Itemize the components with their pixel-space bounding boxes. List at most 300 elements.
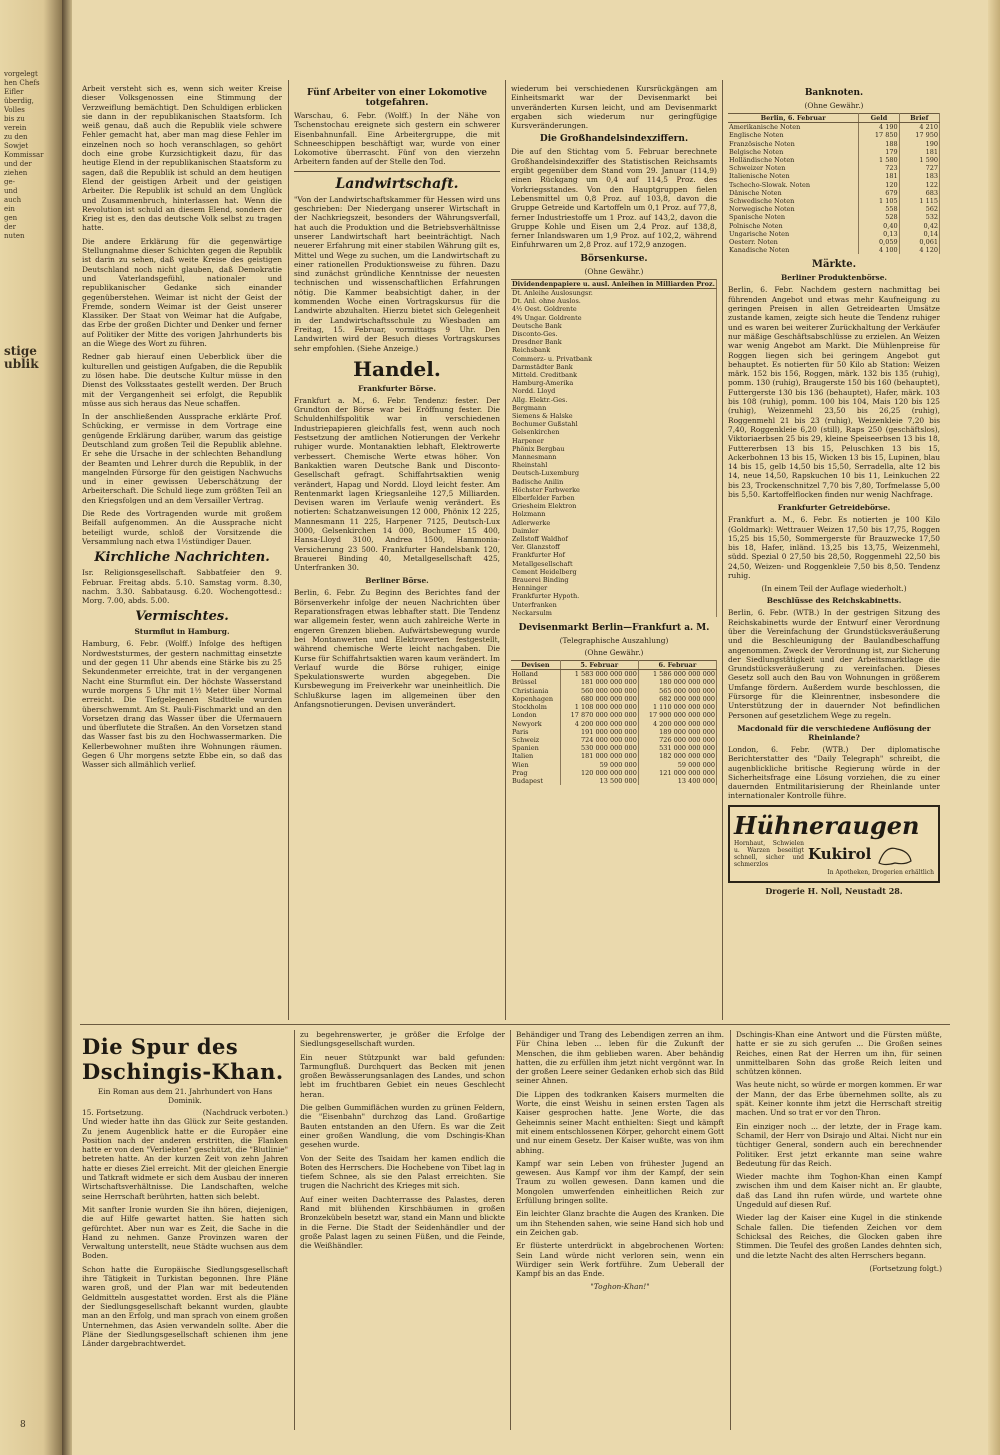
serial-title: Die Spur des Dschingis-Khan.: [82, 1034, 284, 1084]
accident-heading: Fünf Arbeiter von einer Lokomotive totgefahren.: [306, 88, 488, 108]
table-cell: 724 000 000 000: [560, 736, 638, 744]
table-cell: [716, 412, 717, 420]
accident-text: Warschau, 6. Febr. (Wolff.) In der Nähe von Tschenstochau ereignete sich gestern ein schwerer Eisenbahnunfall. Eine Arbeitergruppe, die mit Schneeschippen beschäftigt war, wurde von einer Lokomotive überrascht. Fünf von den vierzehn Arbeitern fanden auf der Stelle den Tod.: [294, 111, 500, 167]
stock-table-row: [511, 338, 717, 346]
banknote-table-row: [728, 222, 940, 230]
margin-fragment: verein: [4, 124, 27, 132]
table-cell: 17 870 000 000 000: [560, 711, 638, 719]
table-cell: 182 000 000 000: [638, 752, 716, 760]
table-cell: Dänische Noten: [728, 189, 859, 197]
foot-icon: [875, 841, 915, 867]
table-cell: Deutsch-Luxemburg: [511, 469, 716, 477]
table-cell: 680 000 000 000: [560, 695, 638, 703]
table-cell: 1 110 000 000 000: [638, 703, 716, 711]
table-cell: [716, 396, 717, 404]
table-cell: Badische Anilin: [511, 478, 716, 486]
table-cell: Schweizer Noten: [728, 164, 859, 172]
table-cell: [716, 592, 717, 600]
table-cell: Holländische Noten: [728, 156, 859, 164]
stock-table-row: [511, 535, 717, 543]
banknote-table-row: [728, 164, 940, 172]
stock-table-header: Dividendenpapiere u. ausl. Anleihen in Milliarden Proz.: [512, 279, 715, 288]
table-cell: Bergmann: [511, 404, 716, 412]
table-cell: Englische Noten: [728, 131, 859, 139]
table-cell: [716, 288, 717, 297]
margin-fragment: auch: [4, 196, 22, 204]
currency-table-row: [511, 711, 717, 719]
stock-table-row: [511, 519, 717, 527]
table-cell: 1 583 000 000 000: [560, 670, 638, 679]
banknotes-note: (Ohne Gewähr.): [804, 101, 864, 110]
column-2: [294, 84, 500, 1020]
currency-table-row: [511, 678, 717, 686]
stock-table-row: [511, 502, 717, 510]
serial-paragraph: Die gelben Gummiflächen wurden zu grünen Feldern, die "Eisenbahn" durchzog das Land. Großartige Bauten entstanden an den Ufern. Es war die Zeit einer großen Wandlung, die vom Dschingis-Khan gesehen wurde.: [300, 1103, 505, 1150]
stock-table-row: [511, 609, 717, 617]
table-cell: [716, 576, 717, 584]
wholesale-index-heading: Die Großhandelsindexziffern.: [539, 134, 689, 145]
serial-paragraph: Ein leichter Glanz brachte die Augen des Kranken. Die um ihn Stehenden sahen, wie seine Hand sich hob und ein Zeichen gab.: [516, 1209, 724, 1237]
table-cell: Holzmann: [511, 510, 716, 518]
table-cell: 181 000 000 000: [560, 752, 638, 760]
table-cell: Amerikanische Noten: [728, 123, 859, 132]
table-cell: [716, 502, 717, 510]
table-cell: Wien: [511, 761, 560, 769]
serial-paragraph: zu begehrenswerter, je größer die Erfolge der Siedlungsgesellschaft wurden.: [300, 1030, 505, 1049]
margin-fragment: und: [4, 187, 18, 195]
table-cell: [716, 494, 717, 502]
table-cell: Adlerwerke: [511, 519, 716, 527]
table-cell: [716, 420, 717, 428]
stock-table-row: [511, 437, 717, 445]
serial-paragraph: Er flüsterte unterdrückt in abgebrochenen Worten: Sein Land würde nicht verloren sein, wenn ein Würdiger sein Werk fortführe. Zum Ueberall der Kampf bis an das Ende.: [516, 1241, 724, 1279]
table-cell: Budapest: [511, 777, 560, 785]
table-cell: [716, 338, 717, 346]
table-cell: Französische Noten: [728, 140, 859, 148]
table-cell: 0,059: [859, 238, 899, 246]
table-cell: 562: [899, 205, 939, 213]
left-margin-heading: stige ublik: [4, 345, 39, 371]
table-cell: Newyork: [511, 720, 560, 728]
agriculture-text: "Von der Landwirtschaftskammer für Hessen wird uns geschrieben: Der Niedergang unserer Wirtschaft in der Nachkriegszeit, besonders der Währungsverfall, hat auch die Produktion und die Betriebsverhältnisse unserer Landwirtschaft hart beeinträchtigt. Nach neuerer Erfahrung mit einer stabilen Währung gilt es, Mittel und Wege zu suchen, um die Landwirtschaft zu einer rationellen Produktionsweise zu führen. Dazu sind zunächst gründliche Kenntnisse der neuesten technischen und wissenschaftlichen Erfahrungen nötig. Die Kammer beabsichtigt daher, in der kommenden Woche einen Vortragskursus für die Landwirte abzuhalten. Hierzu bietet sich Gelegenheit in der Landwirtschaftsschule zu Wiesbaden am Freitag, 15. Februar, vormittags 9 Uhr. Den Landwirten wird der Besuch dieses Vortragskurses sehr empfohlen. (Siehe Anzeige.): [294, 194, 500, 353]
table-cell: [716, 445, 717, 453]
table-cell: 679: [859, 189, 899, 197]
serial-subtitle: Ein Roman aus dem 21. Jahrhundert von Hans Dominik.: [97, 1087, 273, 1105]
currency-table-row: [511, 670, 717, 679]
table-cell: 121 000 000 000: [638, 769, 716, 777]
currency-table-row: [511, 687, 717, 695]
ad-availability: In Apotheken, Drogerien erhältlich: [827, 868, 934, 876]
table-cell: Zellstoff Waldhof: [511, 535, 716, 543]
table-cell: Italien: [511, 752, 560, 760]
table-cell: Phönix Bergbau: [511, 445, 716, 453]
table-cell: [716, 437, 717, 445]
table-cell: London: [511, 711, 560, 719]
table-cell: 13 500 000: [560, 777, 638, 785]
table-cell: [716, 560, 717, 568]
banknote-table-row: [728, 131, 940, 139]
table-cell: 120: [859, 181, 899, 189]
serial-installment: 15. Fortsetzung.: [82, 1108, 144, 1117]
stock-table-row: [511, 371, 717, 379]
stock-prices-table: [511, 279, 717, 617]
stock-table-row: [511, 305, 717, 313]
table-cell: [716, 609, 717, 617]
table-cell: 4 200 000 000 000: [560, 720, 638, 728]
stock-prices-note: (Ohne Gewähr.): [584, 266, 644, 276]
table-cell: Dresdner Bank: [511, 338, 716, 346]
banknote-table-header: Geld: [859, 114, 899, 123]
table-cell: Ungarische Noten: [728, 230, 859, 238]
table-cell: 13 400 000: [638, 777, 716, 785]
table-cell: 17 950: [899, 131, 939, 139]
table-cell: Frankfurter Hypoth.: [511, 592, 716, 600]
serial-column-3: [516, 1030, 724, 1430]
stock-table-row: [511, 346, 717, 354]
table-cell: Frankfurter Hof: [511, 551, 716, 559]
table-cell: [716, 519, 717, 527]
banknote-table-row: [728, 148, 940, 156]
frankfurt-exchange-subheading: Frankfurter Börse.: [358, 383, 436, 393]
stock-table-row: [511, 461, 717, 469]
trade-heading: Handel.: [353, 356, 441, 381]
banknote-table-row: [728, 140, 940, 148]
currency-market-note: (Ohne Gewähr.): [584, 648, 644, 658]
table-cell: Brüssel: [511, 678, 560, 686]
table-cell: [716, 543, 717, 551]
table-cell: 530 000 000 000: [560, 744, 638, 752]
banknote-table-row: [728, 246, 940, 254]
edition-note: (In einem Teil der Auflage wiederholt.): [761, 584, 907, 594]
storm-flood-text: Hamburg, 6. Febr. (Wolff.) Infolge des heftigen Nordweststurmes, der gestern nachmittag einsetzte und der gegen 11 Uhr abends eine Stärke bis zu 25 Sekundenmeter erreichte, trat in der vergangenen Nacht eine Sturmflut ein. Der höchste Wasserstand wurde morgens 5 Uhr mit 1½ Meter über Normal erreicht. Die Tiefgelegenen Stadtteile wurden überschwemmt. Am St. Pauli-Fischmarkt und an den Vorsetzen drang das Wasser über die Ufermauern und überflutete die Straßen. An den Vorsetzen stand das Wasser fast bis zu den Hochwassermarken. Die Kellerbewohner mußten ihre Wohnungen räumen. Gegen 6 Uhr morgens setzte Ebbe ein, so daß das Wasser sich allmählich verlief.: [82, 639, 282, 770]
table-cell: 531 000 000 000: [638, 744, 716, 752]
stock-table-row: [511, 601, 717, 609]
banknote-table-row: [728, 156, 940, 164]
table-cell: 4 120: [899, 246, 939, 254]
cabinet-text: Berlin, 6. Febr. (WTB.) In der gestrigen Sitzung des Reichskabinetts wurde der Entwurf einer Verordnung über die Vereinfachung der Grundstücksveräußerung und die Beschleunigung der Baulandbeschaffung angenommen. Zweck der Verordnung ist, zur Sicherung der Siedlungstätigkeit und der Arbeitsmarktlage die Grundstücksveräußerung zu vereinfachen. Dieses Gesetz soll auch den Bau von Wohnungen in größerem Umfange fördern. Außerdem wurde beschlossen, die Fürsorge für die Kleinrentner, insbesondere die Unterstützung der in dauernder Not befindlichen Personen auf gesetzlichem Wege zu regeln.: [728, 608, 940, 720]
table-cell: [716, 568, 717, 576]
ad-brand: Kukirol: [808, 844, 872, 863]
stock-table-row: [511, 297, 717, 305]
currency-table-row: [511, 744, 717, 752]
table-cell: Commerz- u. Privatbank: [511, 355, 716, 363]
stock-table-row: [511, 412, 717, 420]
table-cell: Hamburg-Amerika: [511, 379, 716, 387]
stock-table-row: [511, 560, 717, 568]
table-cell: Polnische Noten: [728, 222, 859, 230]
table-cell: 0,40: [859, 222, 899, 230]
binding-gutter: [62, 0, 72, 1455]
serial-paragraph: Ein einziger noch ... der letzte, der in Frage kam. Schamil, der Herr von Dsirajo und Altai. Nicht nur ein tüchtiger General, sondern auch ein berechnender Politiker. Erst jetzt erkannte man seine wahre Bedeutung für das Reich.: [736, 1121, 942, 1168]
table-cell: Prag: [511, 769, 560, 777]
table-cell: Ver. Glanzstoff: [511, 543, 716, 551]
stock-table-row: [511, 428, 717, 436]
table-cell: 726 000 000 000: [638, 736, 716, 744]
table-cell: [716, 527, 717, 535]
macdonald-text: London, 6. Febr. (WTB.) Der diplomatische Berichterstatter des "Daily Telegraph" schreibt, die augenblickliche britische Regierung würde in der Sicherheitsfrage eine Lösung vorziehen, die zu einer dauernden Entmilitarisierung der Rheinlande unter internationaler Kontrolle führe.: [728, 744, 940, 801]
stock-table-row: [511, 363, 717, 371]
berlin-exchange-text: Berlin, 6. Febr. Zu Beginn des Berichtes fand der Börsenverkehr infolge der neuen Nachrichten über Reparationsfragen etwas lebhafter statt. Die Tendenz war allgemein fester, wenn auch zahlreiche Werte in engeren Grenzen blieben. Aufwärtsbewegung wurde bei Montanwerten und Elektrowerten festgestellt, während chemische Werte leicht nachgaben. Die Kurse für Schiffahrtsaktien waren kaum verändert. Im Verlauf wurde die Börse ruhiger, einige Spekulationswerte wurden abgegeben. Die Kursbewegung im Freiverkehr war uneinheitlich. Die Schlußkurse lagen im allgemeinen über den Anfangsnotierungen. Devisen unverändert.: [294, 588, 500, 710]
currency-table-row: [511, 720, 717, 728]
serial-paragraph: Behändiger und Trang des Lebendigen zerren an ihm. Für China leben ... leben für die Zukunft der Menschen, die ihm geblieben waren. Aber behändig hatten, die zu erfüllen ihm jetzt nicht vergönnt war. In der großen Leere seiner Gedanken erhob sich das Bild seiner Ahnen.: [516, 1030, 724, 1086]
serial-column-2: [300, 1030, 505, 1430]
stock-table-row: [511, 288, 717, 297]
table-cell: [716, 486, 717, 494]
column-4: [728, 84, 940, 1020]
table-cell: Deutsche Bank: [511, 322, 716, 330]
banknote-table-row: [728, 205, 940, 213]
banknote-table-row: [728, 238, 940, 246]
table-cell: Holland: [511, 670, 560, 679]
currency-table-header: Devisen: [511, 661, 560, 670]
banknote-table-row: [728, 197, 940, 205]
column-3: [511, 84, 717, 1020]
table-cell: Tschecho-Slowak. Noten: [728, 181, 859, 189]
table-cell: Dt. Anl. ohne Auslos.: [511, 297, 716, 305]
table-cell: 0,13: [859, 230, 899, 238]
stock-table-row: [511, 404, 717, 412]
frankfurt-grain-subheading: Frankfurter Getreidebörse.: [777, 503, 891, 513]
stock-table-row: [511, 322, 717, 330]
table-cell: 179: [859, 148, 899, 156]
stock-table-row: [511, 543, 717, 551]
currency-table-header: 5. Februar: [560, 661, 638, 670]
banknote-table-row: [728, 230, 940, 238]
table-cell: 189 000 000 000: [638, 728, 716, 736]
table-cell: 532: [899, 213, 939, 221]
serial-paragraph: Dschingis-Khan eine Antwort und die Fürsten müßte, hatte er sie zu sich gerufen ... Die Großen seines Reiches, einen Rat der Herren um ihn, für seinen unmittelbaren Sohn das große Reich leiten und schützen können.: [736, 1030, 942, 1077]
table-cell: Dt. Anleihe Auslosungsr.: [511, 288, 716, 297]
margin-fragment: ziehen: [4, 169, 28, 177]
table-cell: Stockholm: [511, 703, 560, 711]
table-cell: Daimler: [511, 527, 716, 535]
table-cell: Rheinstahl: [511, 461, 716, 469]
margin-fragment: vorgelegt: [4, 70, 38, 78]
table-cell: 682 000 000 000: [638, 695, 716, 703]
table-cell: Kanadische Noten: [728, 246, 859, 254]
stock-table-row: [511, 478, 717, 486]
table-cell: [716, 314, 717, 322]
table-cell: 558: [859, 205, 899, 213]
table-cell: 4 100: [859, 246, 899, 254]
serial-reprint-note: (Nachdruck verboten.): [202, 1108, 288, 1117]
table-cell: [716, 453, 717, 461]
currency-table-header: 6. Februar: [638, 661, 716, 670]
ad-footer: Drogerie H. Noll, Neustadt 28.: [765, 886, 903, 896]
table-cell: Brauerei Binding: [511, 576, 716, 584]
banknote-table-row: [728, 181, 940, 189]
col1-paragraph: Arbeit versteht sich es, wenn sich weiter Kreise dieser Volksgenossen eine Stimmung der Verzweiflung bemächtigt. Den Schuldigen erblicken sie dann in der republikanischen Staatsform. Ich weiß genau, daß auch die Republik viele schwere Fehler gemacht hat, aber man mag diese Fehler im einzelnen noch so hoch veranschlagen, so gehört doch eine grobe Kurzsichtigkeit dazu, für das heutige Elend in der republikanischen Staatsform zu sagen, daß die Republik ist schuld an dem heutigen Elend der geistigen Arbeit und der geistigen Arbeiter. Die Republik ist schuld an dem Unglück und Zusammenbruch, hinterlassen hat. Wenn die Revolution ist schuld an diesem Elend, sondern der Krieg ist es, den das deutsche Volk selbst zu tragen hatte.: [82, 84, 282, 233]
margin-fragment: Eifler: [4, 88, 24, 96]
table-cell: 122: [899, 181, 939, 189]
wholesale-index-text: Die auf den Stichtag vom 5. Februar berechnete Großhandelsindexziffer des Statistischen Reichsamts ergibt gegenüber dem Stand vom 29. Januar (114,9) einen Rückgang um 0,4 auf 114,5 Proz. des Vorkriegsstandes. Von den Hauptgruppen fielen Lebensmittel um 0,8 Proz. auf 103,8, davon die Gruppe Getreide und Kartoffeln um 0,1 Proz. auf 77,8, ferner Industriestoffe um 1 Proz. auf 143,2, davon die Gruppe Kohle und Eisen um 2,4 Proz. auf 138,8, ferner Inlandswaren um 1,9 Proz. auf 102,2, während Einfuhrwaren um 2,8 Proz. auf 172,9 anzogen.: [511, 147, 717, 250]
ad-headline: Hühneraugen: [734, 810, 920, 840]
currency-table-row: [511, 777, 717, 785]
currency-table: [511, 660, 717, 785]
serial-paragraph: Wieder machte ihm Toghon-Khan einen Kampf zwischen ihm und dem Kaiser nicht an. Er glaubte, daß das Land ihn rufen würde, und wartete ohne Ungeduld auf diesen Ruf.: [736, 1172, 942, 1210]
table-cell: 528: [859, 213, 899, 221]
table-cell: 190: [899, 140, 939, 148]
table-cell: [716, 584, 717, 592]
table-cell: [716, 346, 717, 354]
church-news-text: Isr. Religionsgesellschaft. Sabbatfeier den 9. Februar. Freitag abds. 5.10. Samstag vorm. 8.30, nachm. 3.30. Sabbatausg. 6.20. Wochengottesd.: Morg. 7.00, abds. 5.00.: [82, 568, 282, 606]
table-cell: [716, 363, 717, 371]
margin-fragment: gen: [4, 214, 18, 222]
table-cell: 17 900 000 000 000: [638, 711, 716, 719]
margin-fragment: zu den: [4, 133, 28, 141]
table-cell: Siemens & Halske: [511, 412, 716, 420]
margin-fragment: Sowjet: [4, 142, 29, 150]
table-cell: Reichsbank: [511, 346, 716, 354]
table-cell: 723: [859, 164, 899, 172]
banknotes-table: [728, 113, 940, 254]
frankfurt-grain-text: Frankfurt a. M., 6. Febr. Es notierten je 100 Kilo (Goldmark): Wettrauer Weizen 17,50 bis 17,75, Roggen 15,25 bis 15,50, Sommergerste für Brauzwecke 17,50 bis 18, Hafer, inländ. 13,25 bis 13,75, Weizenmehl, südd. Spezial 0 27,50 bis 28,50, Roggenmehl 22,50 bis 24,50, Weizen- und Roggenkleie 7,50 bis 8,50. Tendenz ruhig.: [728, 515, 940, 581]
table-cell: Schweiz: [511, 736, 560, 744]
stock-prices-heading: Börsenkurse.: [580, 253, 648, 264]
banknote-table-header: Brief: [899, 114, 939, 123]
table-cell: 120 000 000 000: [560, 769, 638, 777]
table-cell: Norwegische Noten: [728, 205, 859, 213]
table-cell: Mannesmann: [511, 453, 716, 461]
serial-paragraph: Die Lippen des todkranken Kaisers murmelten die Worte, die einst Weishu in seinen ersten Tagen als Kaiser gesprochen hatte. Jene Worte, die das Geheimnis seiner Macht enthielten: Siegt und kämpft mit einem entschlossenen Körper, gehorcht einem Gott und nur einem Gesetz. Der Kaiser wußte, was von ihm abhing.: [516, 1089, 724, 1155]
serial-paragraph: Kampf war sein Leben von frühester Jugend an gewesen. Aus Kampf vor ihm der Kampf, der sein Traum zu wollen gewesen. Dann kamen und die Mongolen umwerfenden einheitlichen Reich zur Erfüllung bringen sollte.: [516, 1158, 724, 1206]
margin-fragment: der: [4, 223, 16, 231]
berlin-produce-text: Berlin, 6. Febr. Nachdem gestern nachmittag bei führenden Angebot und etwas mehr Kaufneigung zu geringen Preisen in allen Getreidearten Umsätze zustande kamen, zeigte sich heute die Tendenz ruhiger und es waren bei weiterer Zurückhaltung der Verkäufer nur mäßige Geschäftsabschlüsse zu erzielen. An Weizen war wenig Angebot am Markt. Die Mühlenpreise für Roggen liegen sich bei geringem Angebot gut behauptet. Es notierten für 50 Kilo ab Station: Weizen märk. 152 bis 156, Roggen, märk. 132 bis 135 (ruhig), pomm. 130 (ruhig), Braugerste 150 bis 160 (behauptet), Futtergerste 130 bis 136 (behauptet), Hafer, märk. 103 bis 108 (ruhig), pomm. 100 bis 104, Mais 120 bis 125 (ruhig), Weizenmehl 23,50 bis 26,25 (ruhig), Roggenmehl 21 bis 23 (ruhig), Weizenkleie 7,20 bis 7,40, Roggenkleie 6,20 (still), Raps 250 (geschäftslos), Viktoriaerbsen 25 bis 29, kleine Speiseerbsen 13 bis 18, Futtererbsen 13 bis 15, Peluschken 13 bis 15, Ackerbohnen 13 bis 15, Wicken 13 bis 15, Lupinen, blau 14 bis 15, gelb 14,50 bis 15,50, Serradella, alte 12 bis 14, neue 14,50, Rapskuchen 10 bis 11, Leinkuchen 22 bis 23, Trockenschnitzel 7,70 bis 7,80, Torfmelasse 5,00 bis 5,50. Kartoffelflocken finden nur wenig Nachfrage.: [728, 285, 940, 499]
table-cell: Henninger: [511, 584, 716, 592]
banknote-table-row: [728, 213, 940, 221]
stock-table-row: [511, 576, 717, 584]
table-cell: Christiania: [511, 687, 560, 695]
table-cell: 560 000 000 000: [560, 687, 638, 695]
margin-fragment: bis zu: [4, 115, 25, 123]
serial-column-1: [82, 1030, 288, 1430]
currency-table-row: [511, 695, 717, 703]
table-cell: 1 586 000 000 000: [638, 670, 716, 679]
table-cell: 4 190: [859, 123, 899, 132]
stock-table-row: [511, 355, 717, 363]
currency-table-row: [511, 761, 717, 769]
stock-table-row: [511, 330, 717, 338]
kukirol-advertisement: [728, 805, 940, 883]
serial-paragraph: Auf einer weiten Dachterrasse des Palastes, deren Rand mit blühenden Kirschbäumen in großen Bronzekübeln besetzt war, stand ein Mann und blickte in die Ferne. Die Stadt der Seidenhändler und der große Palast lagen zu seinen Füßen, und die Feinde, die Weißhändler.: [300, 1194, 505, 1251]
stock-table-row: [511, 314, 717, 322]
misc-heading: Vermischtes.: [135, 609, 229, 625]
serial-paragraph: Und wieder hatte ihn das Glück zur Seite gestanden. Zu jenem Augenblick hatte er die Europäer eine Position nach der anderen erstritten, die Flanken hatte er von den "Verliebten" geschützt, die "Blutlinie" betreten hatte. An der kurzen Zeit von zehn Jahren hatte er dieses Ziel erreicht. Mit der gleichen Energie und Tatkraft widmete er sich dem Ausbau der inneren Wirtschaftsverhältnisse. Die Landschaften, welche seine Herrschaft berührten, hatten sich belebt.: [82, 1117, 288, 1201]
col1-paragraph: Die Rede des Vortragenden wurde mit großem Beifall aufgenommen. An die Aussprache nicht beteiligt wurde, schloß der Vorsitzende die Versammlung nach etwa 1½stündiger Dauer.: [82, 509, 282, 546]
margin-fragment: ein: [4, 205, 15, 213]
currency-table-row: [511, 752, 717, 760]
table-cell: 1 105: [859, 197, 899, 205]
ad-description: Hornhaut, Schwielen u. Warzen beseitigt schnell, sicher und schmerzlos: [734, 839, 804, 868]
table-cell: Disconto-Ges.: [511, 330, 716, 338]
table-cell: Belgische Noten: [728, 148, 859, 156]
table-cell: [716, 387, 717, 395]
table-cell: [716, 330, 717, 338]
table-cell: 0,061: [899, 238, 939, 246]
table-cell: Schwedische Noten: [728, 197, 859, 205]
table-cell: Oesterr. Noten: [728, 238, 859, 246]
table-cell: 1 590: [899, 156, 939, 164]
currency-table-row: [511, 736, 717, 744]
col3-intro: wiederum bei verschiedenen Kursrückgängen am Einheitsmarkt war der Devisenmarkt bei unveränderten Kursen leicht, und am Devisenmarkt ergaben sich wiederum nur geringfügige Kursveränderungen.: [511, 84, 717, 131]
table-cell: 565 000 000 000: [638, 687, 716, 695]
table-cell: [716, 428, 717, 436]
table-cell: Spanien: [511, 744, 560, 752]
col1-paragraph: In der anschließenden Aussprache erklärte Prof. Schücking, er vermisse in dem Vortrage eine genügende Erklärung darüber, warum das geistige Deutschland zum großen Teil die Republik ablehne. Er sehe die Ursache in der schlechten Behandlung der Beamten und Lehrer durch die Republik, in der mangelnden Fürsorge für den geistigen Nachwuchs und in einer gewissen Ueberschätzung der Arbeiterschaft. Die Schuld liege zum größten Teil an den Kriegsfolgen und an dem Versailler Vertrag.: [82, 412, 282, 505]
serial-paragraph: Was heute nicht, so würde er morgen kommen. Er war der Mann, der das Erbe übernehmen sollte, als zu spät. Keiner konnte ihm jetzt die Herrschaft streitig machen. Und so trat er vor den Thron.: [736, 1080, 942, 1118]
serial-column-4: [736, 1030, 942, 1430]
currency-table-row: [511, 769, 717, 777]
banknotes-heading: Banknoten.: [804, 88, 864, 98]
stock-table-header: [716, 279, 717, 288]
table-cell: [716, 535, 717, 543]
table-cell: [716, 355, 717, 363]
macdonald-heading: Macdonald für die verschiedene Auflösung der Rheinlande?: [737, 723, 931, 742]
table-cell: [716, 461, 717, 469]
banknote-table-row: [728, 189, 940, 197]
table-cell: [716, 305, 717, 313]
table-cell: Kopenhagen: [511, 695, 560, 703]
table-cell: [716, 404, 717, 412]
table-cell: Metallgesellschaft: [511, 560, 716, 568]
currency-market-subheading: (Telegraphische Auszahlung): [559, 636, 669, 646]
serial-continued: (Fortsetzung folgt.): [869, 1263, 942, 1273]
table-cell: Italienische Noten: [728, 172, 859, 180]
table-cell: Harpener: [511, 437, 716, 445]
table-cell: 1 108 000 000 000: [560, 703, 638, 711]
table-cell: Unterfranken: [511, 601, 716, 609]
table-cell: 181: [899, 148, 939, 156]
table-cell: 181: [859, 172, 899, 180]
stock-table-row: [511, 527, 717, 535]
table-cell: 188: [859, 140, 899, 148]
margin-fragment: ge-: [4, 178, 15, 186]
margin-fragment: und der: [4, 160, 32, 168]
table-cell: [716, 322, 717, 330]
markets-heading: Märkte.: [811, 259, 857, 271]
margin-fragment: hen Chefs: [4, 79, 40, 87]
stock-table-row: [511, 592, 717, 600]
table-cell: Mitteld. Creditbank: [511, 371, 716, 379]
table-cell: Gelsenkirchen: [511, 428, 716, 436]
table-cell: 17 850: [859, 131, 899, 139]
table-cell: 180 000 000 000: [638, 678, 716, 686]
serial-quote: "Toghon-Khan!": [590, 1282, 650, 1292]
stock-table-row: [511, 551, 717, 559]
table-cell: [716, 379, 717, 387]
banknote-table-header: Berlin, 6. Februar: [728, 114, 859, 123]
left-margin-page-number: 8: [20, 1420, 26, 1430]
berlin-exchange-subheading: Berliner Börse.: [365, 576, 429, 586]
table-cell: Elberfelder Farben: [511, 494, 716, 502]
stock-table-row: [511, 568, 717, 576]
table-cell: 683: [899, 189, 939, 197]
table-cell: 0,42: [899, 222, 939, 230]
serial-paragraph: Ein neuer Stützpunkt war bald gefunden: Tarmungfluß. Durchquert das Becken mit jenen großen Bewässerungsanlagen des Landes, und schon lebt im fruchtbaren Gebiet ein neues Geschlecht heran.: [300, 1052, 505, 1099]
table-cell: 1 580: [859, 156, 899, 164]
serial-paragraph: Wieder lag der Kaiser eine Kugel in die stinkende Schale fallen. Die tiefenden Zeichen vor dem Schicksal des Reiches, die Glocken gaben ihre Stimmen. Die Teufel des großen Landes dehnten sich, und die letzte Nacht des alten Herrschers begann.: [736, 1213, 942, 1260]
stock-table-row: [511, 387, 717, 395]
stock-table-row: [511, 445, 717, 453]
table-cell: Darmstädter Bank: [511, 363, 716, 371]
serial-paragraph: Von der Seite des Tsaidam her kamen endlich die Boten des Herrschers. Die Hochebene von Tibet lag in tiefem Schnee, als sie den Palast erreichten. Sie trugen die Nachricht des Krieges mit sich.: [300, 1153, 505, 1191]
stock-table-row: [511, 510, 717, 518]
cabinet-heading: Beschlüsse des Reichskabinetts.: [766, 596, 902, 606]
table-cell: Paris: [511, 728, 560, 736]
banknote-table-row: [728, 172, 940, 180]
col1-paragraph: Redner gab hierauf einen Ueberblick über die kulturellen und geistigen Aufgaben, die die Republik zu lösen habe. Die deutsche Kultur müsse in den Dienst des Volksstaates gestellt werden. Der Bruch mit der Vergangenheit sei erfolgt, die Republik müsse aus sich heraus das Neue schaffen.: [82, 352, 282, 408]
table-cell: Bochumer Gußstahl: [511, 420, 716, 428]
